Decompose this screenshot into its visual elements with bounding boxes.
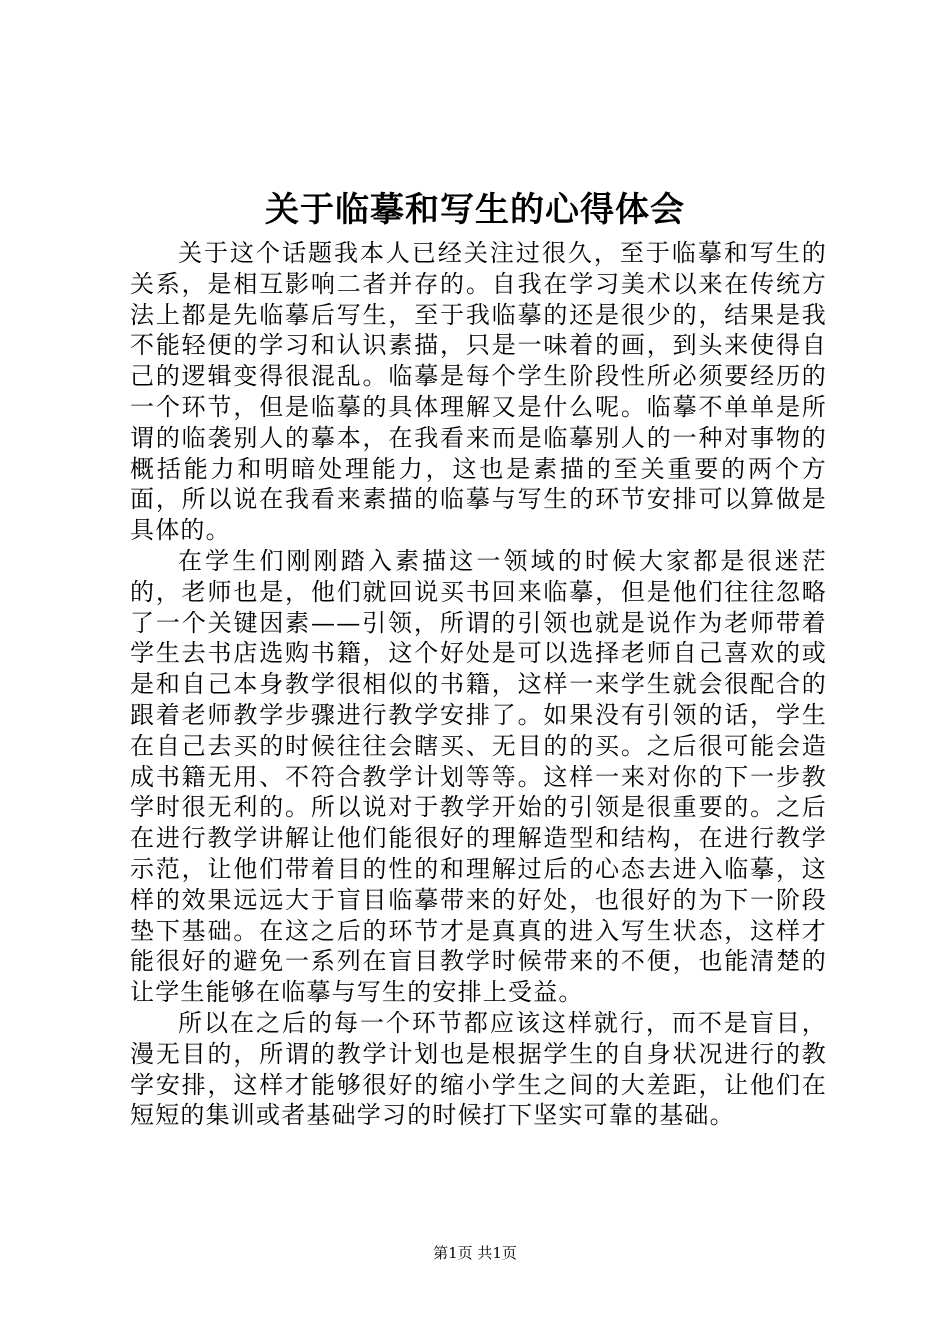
- page-title: 关于临摹和写生的心得体会: [265, 190, 685, 230]
- page-footer: 第1页 共1页: [433, 1244, 517, 1262]
- paragraph-3: 所以在之后的每一个环节都应该这样就行，而不是盲目，漫无目的，所谓的教学计划也是根据学生的自身状况进行的教学安排，这样才能够很好的缩小学生之间的大差距，让他们在短短的集训或者基础学习的时候打下坚实可靠的基础。: [130, 1008, 827, 1130]
- document-body: [130, 238, 827, 1131]
- paragraph-2: 在学生们刚刚踏入素描这一领域的时候大家都是很迷茫的，老师也是，他们就回说买书回来临摹，但是他们往往忽略了一个关键因素——引领，所谓的引领也就是说作为老师带着学生去书店选购书籍，这个好处是可以选择老师自己喜欢的或是和自己本身教学很相似的书籍，这样一来学生就会很配合的跟着老师教学步骤进行教学安排了。如果没有引领的话，学生在自己去买的时候往往会瞎买、无目的的买。之后很可能会造成书籍无用、不符合教学计划等等。这样一来对你的下一步教学时很无利的。所以说对于教学开始的引领是很重要的。之后在进行教学讲解让他们能很好的理解造型和结构，在进行教学示范，让他们带着目的性的和理解过后的心态去进入临摹，这样的效果远远大于盲目临摹带来的好处，也很好的为下一阶段垫下基础。在这之后的环节才是真真的进入写生状态，这样才能很好的避免一系列在盲目教学时候带来的不便，也能清楚的让学生能够在临摹与写生的安排上受益。: [130, 546, 827, 1007]
- paragraph-1: 关于这个话题我本人已经关注过很久，至于临摹和写生的关系，是相互影响二者并存的。自我在学习美术以来在传统方法上都是先临摹后写生，至于我临摹的还是很少的，结果是我不能轻便的学习和认识素描，只是一味着的画，到头来使得自己的逻辑变得很混乱。临摹是每个学生阶段性所必须要经历的一个环节，但是临摹的具体理解又是什么呢。临摹不单单是所谓的临袭别人的摹本，在我看来而是临摹别人的一种对事物的概括能力和明暗处理能力，这也是素描的至关重要的两个方面，所以说在我看来素描的临摹与写生的环节安排可以算做是具体的。: [130, 239, 827, 545]
